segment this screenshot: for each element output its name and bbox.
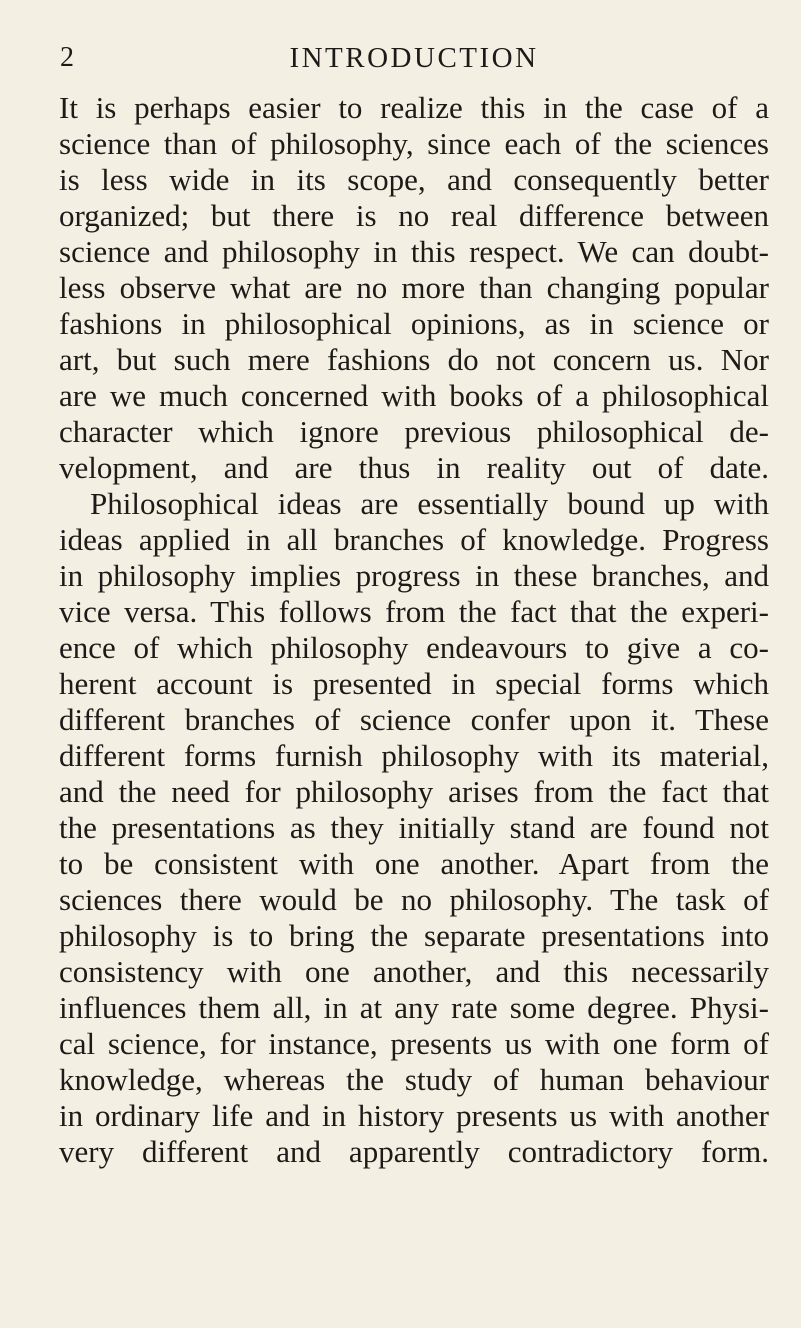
text-line: velopment, and are thus in reality out of date. bbox=[59, 450, 769, 485]
text-line: philosophy is to bring the separate presentations into bbox=[59, 918, 769, 953]
text-line: in ordinary life and in history presents us with another bbox=[59, 1098, 769, 1133]
text-line: It is perhaps easier to realize this in the case of a bbox=[59, 90, 769, 125]
text-line: to be consistent with one another. Apart from the bbox=[59, 846, 769, 881]
text-line: ence of which philosophy endeavours to give a co- bbox=[59, 630, 769, 665]
text-line: cal science, for instance, presents us with one form of bbox=[59, 1026, 769, 1061]
text-line: very different and apparently contradictory form. bbox=[59, 1134, 769, 1169]
text-line: different branches of science confer upon it. These bbox=[59, 702, 769, 737]
text-line: different forms furnish philosophy with its material, bbox=[59, 738, 769, 773]
text-line: herent account is presented in special forms which bbox=[59, 666, 769, 701]
text-line: in philosophy implies progress in these branches, and bbox=[59, 558, 769, 593]
text-line: organized; but there is no real difference between bbox=[59, 198, 769, 233]
text-line: knowledge, whereas the study of human behaviour bbox=[59, 1062, 769, 1097]
chapter-title: INTRODUCTION bbox=[289, 42, 539, 74]
text-line: art, but such mere fashions do not concern us. Nor bbox=[59, 342, 769, 377]
text-line: sciences there would be no philosophy. The task of bbox=[59, 882, 769, 917]
text-line: less observe what are no more than changing popular bbox=[59, 270, 769, 305]
text-line: science than of philosophy, since each of the sciences bbox=[59, 126, 769, 161]
text-line: the presentations as they initially stand are found not bbox=[59, 810, 769, 845]
text-line: are we much concerned with books of a philosophical bbox=[59, 378, 769, 413]
text-line: consistency with one another, and this necessarily bbox=[59, 954, 769, 989]
text-line: is less wide in its scope, and consequently better bbox=[59, 162, 769, 197]
body-text bbox=[59, 90, 769, 1170]
text-line: influences them all, in at any rate some degree. Physi- bbox=[59, 990, 769, 1025]
text-line: and the need for philosophy arises from the fact that bbox=[59, 774, 769, 809]
text-line: Philosophical ideas are essentially bound up with bbox=[90, 486, 769, 521]
text-line: science and philosophy in this respect. We can doubt- bbox=[59, 234, 769, 269]
text-line: fashions in philosophical opinions, as in science or bbox=[59, 306, 769, 341]
text-line: vice versa. This follows from the fact that the experi- bbox=[59, 594, 769, 629]
text-line: character which ignore previous philosophical de- bbox=[59, 414, 769, 449]
page-number: 2 bbox=[60, 42, 74, 73]
text-line: ideas applied in all branches of knowledge. Progress bbox=[59, 522, 769, 557]
running-head bbox=[60, 38, 768, 78]
